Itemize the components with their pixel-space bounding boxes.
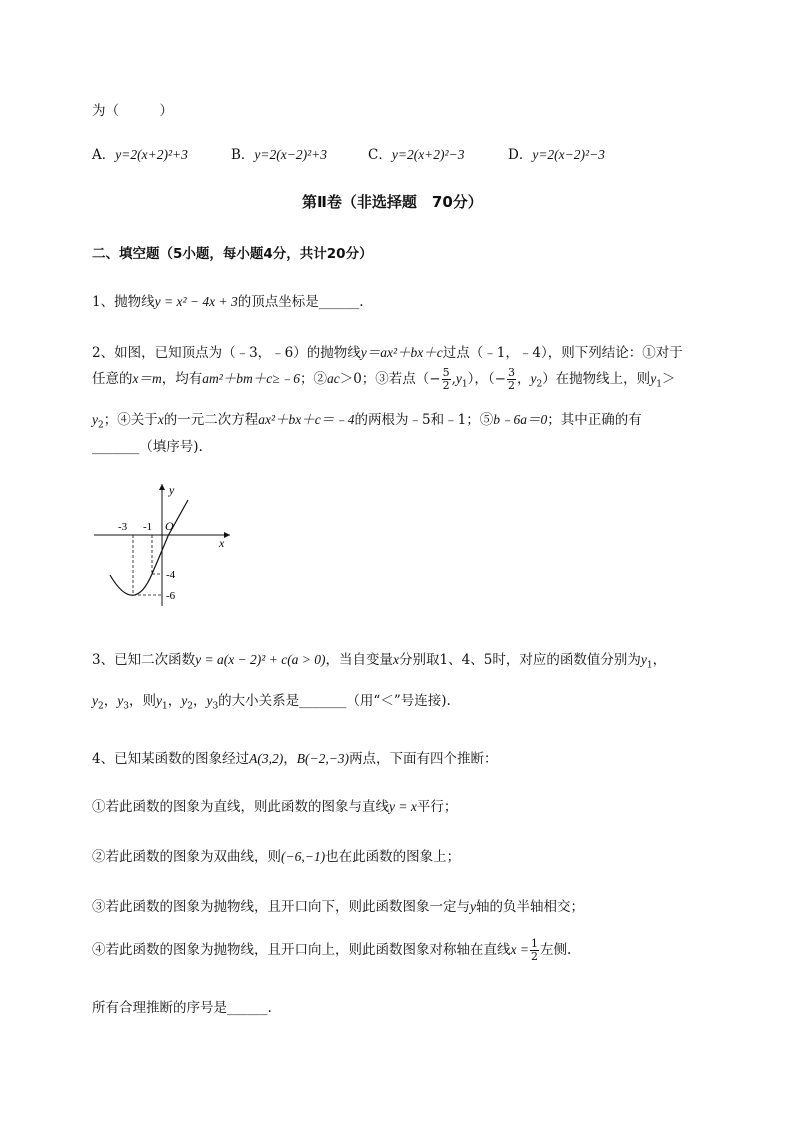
tick-label-minus-4: -4 (166, 569, 176, 581)
question-1: 1、抛物线y = x² − 4x + 3的顶点坐标是______. (92, 294, 364, 310)
y-axis-label: y (169, 483, 175, 497)
option-a: A．y=2(x+2)²+3 (92, 147, 188, 163)
question-4-item-3: ③若此函数的图象为抛物线，且开口向下，则此函数图象一定与y轴的负半轴相交； (92, 899, 584, 915)
question-4-item-4: ④若此函数的图象为抛物线，且开口向上，则此函数图象对称轴在直线x = $\frac{1}{2}$ 左侧. (92, 937, 572, 963)
question-2-line-4: _______（填序号). (92, 439, 203, 455)
parabola-curve (110, 500, 188, 595)
tick-label-minus-6: -6 (166, 590, 176, 602)
question-4-item-1: ①若此函数的图象为直线，则此函数的图象与直线y = x平行； (92, 799, 458, 815)
question-3-line-2: $y_2$，$y_3$，则$y_1$，$y_2$，$y_3$的大小关系是_______（用“＜”号连接). (92, 693, 451, 712)
question-4-answer: 所有合理推断的序号是______. (92, 1000, 272, 1016)
question-2-line-2: 任意的x＝m，均有am²＋bm＋c≥﹣6；②ac＞0；③若点（− $\frac{5}{2}$ $,y_1$），（− $\frac{3}{2}$ ，$y_2$）在抛物线上，则$y_1>$ (92, 366, 676, 392)
question-2-line-3: $y_2$；④关于x的一元二次方程ax²＋bx＋c＝﹣4的两根为﹣5和﹣1；⑤b﹣6a＝0；其中正确的有 (92, 412, 642, 431)
question-3-line-1: 3、已知二次函数y = a(x − 2)² + c(a > 0)，当自变量x分别取1、4、5时，对应的函数值分别为$y_1$， (92, 652, 667, 671)
tick-label-minus-3: -3 (118, 521, 128, 533)
origin-label: O (165, 519, 174, 533)
section-title: 第Ⅱ卷（非选择题 70分） (302, 193, 483, 211)
option-b: B．y=2(x−2)²+3 (231, 147, 328, 163)
x-axis-label: x (219, 536, 225, 550)
section-heading: 二、填空题（5小题，每小题4分，共计20分） (92, 246, 373, 262)
question-4-item-2: ②若此函数的图象为双曲线，则(−6,−1)也在此函数的图象上； (92, 849, 461, 865)
question-2-line-1: 2、如图，已知顶点为（﹣3，﹣6）的抛物线y＝ax²＋bx＋c过点（﹣1，﹣4），则下列结论：①对于 (92, 345, 683, 361)
option-c: C．y=2(x+2)²−3 (368, 147, 465, 163)
fraction-one-half: $\frac{1}{2}$ (530, 937, 538, 963)
fraction-three-halves: $\frac{3}{2}$ (507, 366, 515, 392)
tick-label-minus-1: -1 (143, 521, 153, 533)
option-d: D．y=2(x−2)²−3 (508, 147, 605, 163)
prev-question-tail: 为（ ） (92, 103, 173, 119)
parabola-graph (88, 478, 238, 610)
question-4-stem: 4、已知某函数的图象经过A(3,2)，B(−2,−3)两点，下面有四个推断： (92, 751, 498, 767)
fraction-five-halves: $\frac{5}{2}$ (442, 366, 450, 392)
